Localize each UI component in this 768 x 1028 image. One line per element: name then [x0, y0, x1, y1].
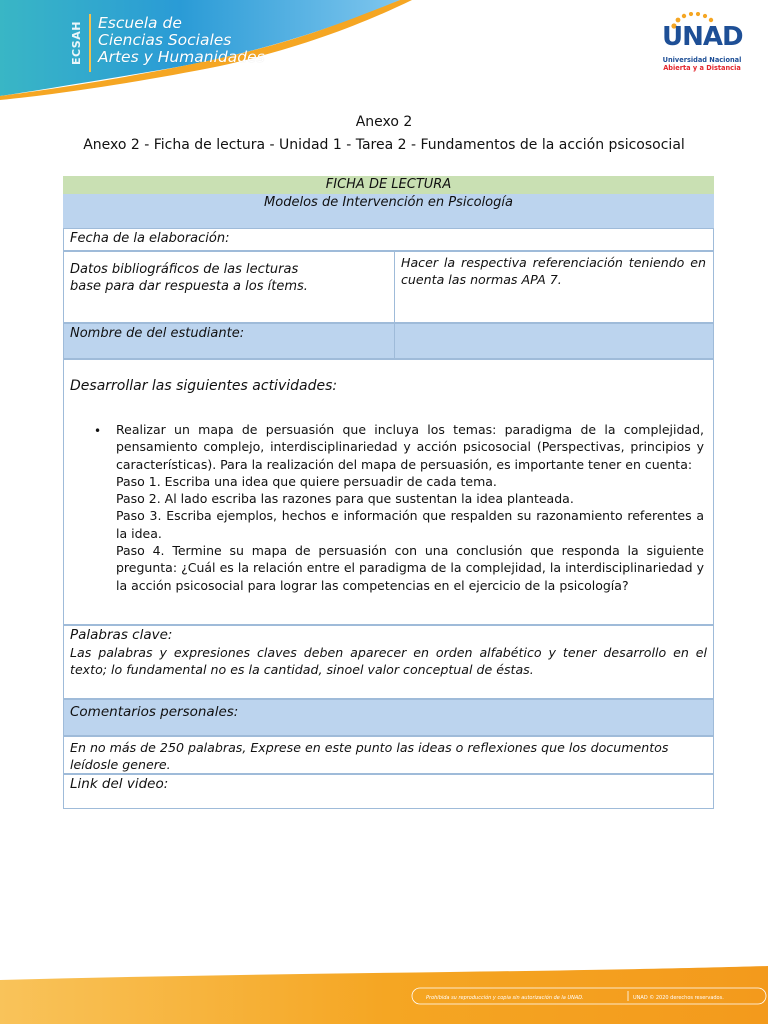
link-input[interactable]	[194, 777, 704, 805]
row-comentarios	[63, 699, 714, 736]
palabras-label: Palabras clave:	[70, 627, 173, 643]
bullet-icon: •	[94, 424, 102, 438]
sheet-subtitle: Modelos de Intervención en Psicología	[264, 195, 513, 210]
ecsah-vertical-label: ECSAH	[70, 21, 83, 65]
footer-copyright: UNAD © 2020 derechos reservados.	[633, 995, 724, 1001]
unad-name-line-2: Abierta y a Distancia	[663, 64, 741, 72]
school-line-2: Ciencias Sociales	[98, 31, 232, 49]
fecha-label: Fecha de la elaboración:	[70, 231, 230, 246]
header-divider	[89, 14, 91, 72]
paso-1: Paso 1. Escriba una idea que quiere persuadir de cada tema.	[116, 473, 497, 489]
comentarios-label: Comentarios personales:	[70, 704, 239, 720]
column-divider	[394, 251, 395, 323]
unad-name-line-1: Universidad Nacional	[662, 56, 742, 64]
row-datos	[63, 251, 714, 323]
annex-title: Anexo 2	[355, 114, 413, 130]
page-header	[0, 0, 768, 100]
nombre-label: Nombre de del estudiante:	[70, 326, 245, 341]
actividades-list	[116, 421, 704, 594]
paso-2: Paso 2. Al lado escriba las razones para que sustentan la idea planteada.	[116, 491, 574, 507]
row-fecha	[63, 228, 714, 251]
school-line-3: Artes y Humanidades	[98, 48, 265, 66]
paso-3: Paso 3. Escriba ejemplos, hechos e información que respalden su razonamiento referentes a la idea.	[116, 508, 704, 541]
link-label: Link del video:	[70, 776, 169, 792]
datos-label: Datos bibliográficos de las lecturas base para dar respuesta a los ítems.	[70, 262, 308, 294]
row-palabras	[63, 625, 714, 699]
actividades-heading: Desarrollar las siguientes actividades:	[70, 378, 338, 394]
nombre-input[interactable]	[395, 324, 713, 358]
school-name	[98, 15, 265, 66]
datos-value[interactable]: Hacer la respectiva referenciación teniendo en cuenta las normas APA 7.	[401, 255, 706, 287]
row-comentarios-body	[63, 736, 714, 774]
paso-4: Paso 4. Termine su mapa de persuasión con una conclusión que responda la siguiente pregunta: ¿Cuál es la relación entre el paradigma de la complejidad, la interdisciplinariedad y la acción psicosocial para lograr las competencias en el ejercicio de la psicología?	[116, 543, 704, 593]
unad-logo	[662, 12, 742, 78]
table-header	[63, 176, 714, 228]
footer-notice: Prohibida su reproducción y copia sin autorización de la UNAD.	[426, 995, 584, 1001]
palabras-text: Las palabras y expresiones claves deben aparecer en orden alfabético y tener desarrollo en el texto; lo fundamental no es la cantidad, sinoel valor conceptual de éstas.	[70, 645, 707, 677]
row-nombre	[63, 323, 714, 359]
unad-wordmark: UNAD	[662, 22, 743, 52]
actividades-bullet-text: Realizar un mapa de persuasión que incluya los temas: paradigma de la complejidad, pensamiento complejo, interdisciplinariedad y acción psicosocial (Perspectivas, principios y características). Para la realización del mapa de persuasión, es importante tener en cuenta:	[116, 422, 704, 472]
row-actividades	[63, 359, 714, 625]
comentarios-text: En no más de 250 palabras, Exprese en este punto las ideas o reflexiones que los documentos leídosle genere.	[70, 740, 669, 772]
sheet-title: FICHA DE LECTURA	[325, 177, 452, 192]
row-link	[63, 774, 714, 809]
document-title: Anexo 2 - Ficha de lectura - Unidad 1 - Tarea 2 - Fundamentos de la acción psicosocial	[83, 137, 685, 153]
school-line-1: Escuela de	[98, 14, 182, 32]
